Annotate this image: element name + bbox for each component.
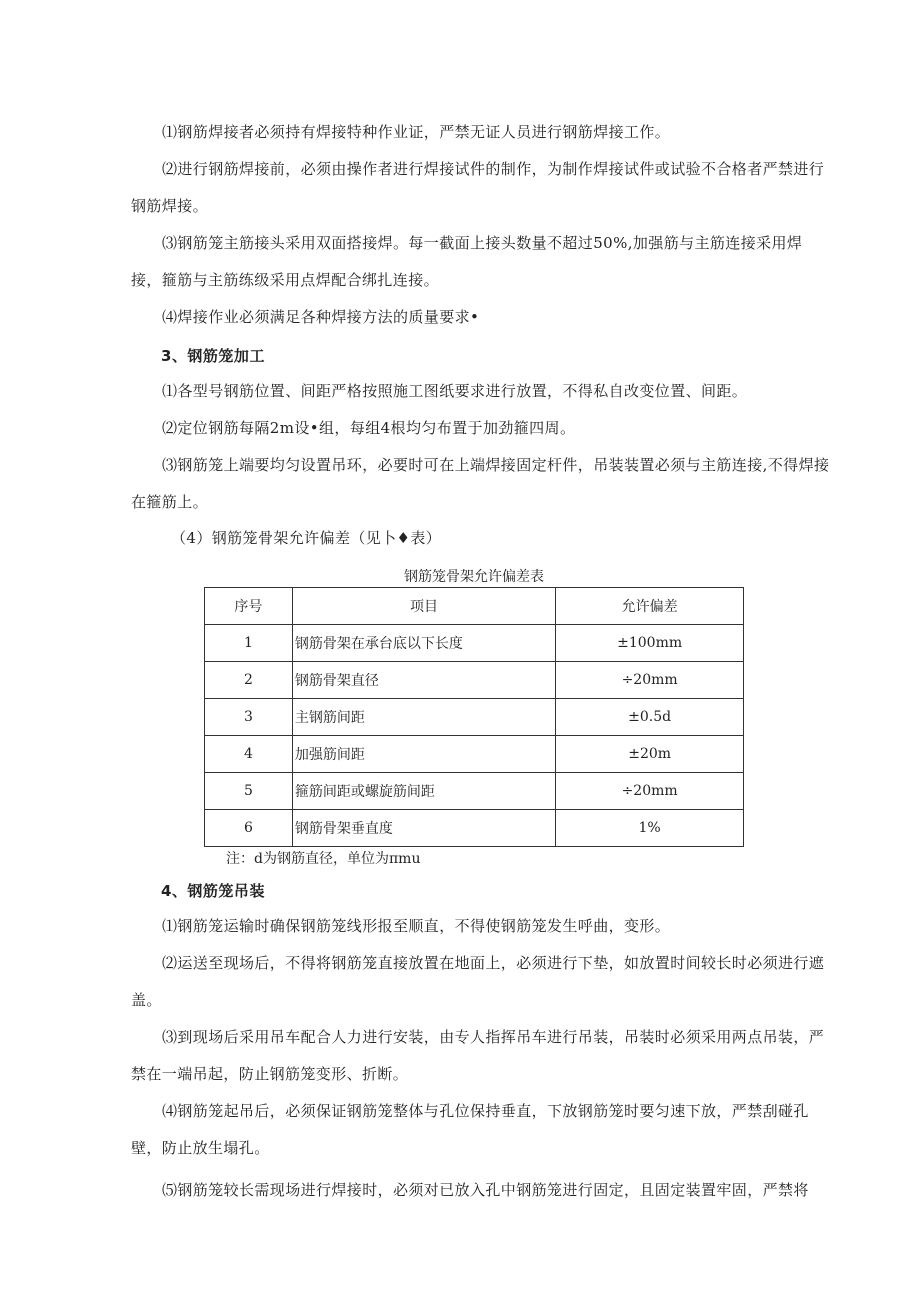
header-seq: 序号 <box>205 588 293 625</box>
paragraph-crane-install: ⑶到现场后采用吊车配合人力进行安装，由专人指挥吊车进行吊装，吊装时必须采用两点吊装，严禁在一端吊起，防止钢筋笼变形、折断。 <box>131 1028 825 1083</box>
cell-item: 箍筋间距或螺旋筋间距 <box>292 773 555 810</box>
table-caption: 钢筋笼骨架允许偏差表 <box>404 569 544 585</box>
tolerance-table <box>204 587 744 847</box>
paragraph-on-site-welding: ⑸钢筋笼较长需现场进行焊接时，必须对已放入孔中钢筋笼进行固定，且固定装置牢固，严禁将 <box>162 1181 809 1199</box>
cell-seq: 3 <box>205 699 293 736</box>
header-item: 项目 <box>292 588 555 625</box>
table-row <box>205 810 744 847</box>
table-row <box>205 699 744 736</box>
cell-seq: 1 <box>205 625 293 662</box>
section-heading-cage-lifting: 4、钢筋笼吊装 <box>161 882 265 900</box>
cell-item: 钢筋骨架垂直度 <box>292 810 555 847</box>
paragraph-main-bar-splice: ⑶钢筋笼主筋接头采用双面搭接焊。每一截面上接头数量不超过50%,加强筋与主筋连接采用焊接，箍筋与主筋练级采用点焊配合绑扎连接。 <box>131 234 803 289</box>
table-row <box>205 662 744 699</box>
paragraph-welder-certificate: ⑴钢筋焊接者必须持有焊接特种作业证，严禁无证人员进行钢筋焊接工作。 <box>162 123 671 141</box>
header-tolerance: 允许偏差 <box>556 588 744 625</box>
table-row <box>205 625 744 662</box>
paragraph-positioning-bars: ⑵定位钢筋每隔2m设•组，每组4根均匀布置于加劲箍四周。 <box>162 419 576 437</box>
cell-tolerance: ±100mm <box>556 625 744 662</box>
paragraph-vertical-lowering: ⑷钢筋笼起吊后，必须保证钢筋笼整体与孔位保持垂直，下放钢筋笼时要匀速下放，严禁刮碰孔壁，防止放生塌孔。 <box>131 1102 809 1157</box>
cell-seq: 4 <box>205 736 293 773</box>
cell-seq: 6 <box>205 810 293 847</box>
cell-seq: 2 <box>205 662 293 699</box>
paragraph-lifting-rings: ⑶钢筋笼上端要均匀设置吊环，必要时可在上端焊接固定杆件，吊装装置必须与主筋连接,不得焊接在箍筋上。 <box>131 456 830 511</box>
table-row <box>205 736 744 773</box>
paragraph-tolerance-ref: （4）钢筋笼骨架允许偏差（见卜♦表） <box>171 529 442 547</box>
paragraph-weld-specimen: ⑵进行钢筋焊接前，必须由操作者进行焊接试件的制作，为制作焊接试件或试验不合格者严禁进行钢筋焊接。 <box>131 160 825 215</box>
cell-tolerance: ±0.5d <box>556 699 744 736</box>
paragraph-on-site-storage: ⑵运送至现场后，不得将钢筋笼直接放置在地面上，必须进行下垫，如放置时间较长时必须进行遮盖。 <box>131 954 825 1009</box>
table-header-row <box>205 588 744 625</box>
cell-item: 加强筋间距 <box>292 736 555 773</box>
cell-item: 钢筋骨架直径 <box>292 662 555 699</box>
table-note: 注：d为钢筋直径，单位为πmu <box>226 851 421 867</box>
cell-item: 主钢筋间距 <box>292 699 555 736</box>
cell-item: 钢筋骨架在承台底以下长度 <box>292 625 555 662</box>
cell-tolerance: ÷20mm <box>556 773 744 810</box>
cell-tolerance: ÷20mm <box>556 662 744 699</box>
paragraph-transport: ⑴钢筋笼运输时确保钢筋笼线形报至顺直，不得使钢筋笼发生呼曲，变形。 <box>162 917 671 935</box>
cell-tolerance: 1% <box>556 810 744 847</box>
table-row <box>205 773 744 810</box>
paragraph-bar-position: ⑴各型号钢筋位置、间距严格按照施工图纸要求进行放置，不得私自改变位置、间距。 <box>162 382 748 400</box>
section-heading-cage-fabrication: 3、钢筋笼加工 <box>161 347 265 365</box>
cell-tolerance: ±20m <box>556 736 744 773</box>
cell-seq: 5 <box>205 773 293 810</box>
paragraph-weld-quality: ⑷焊接作业必须满足各种焊接方法的质量要求• <box>162 308 480 326</box>
